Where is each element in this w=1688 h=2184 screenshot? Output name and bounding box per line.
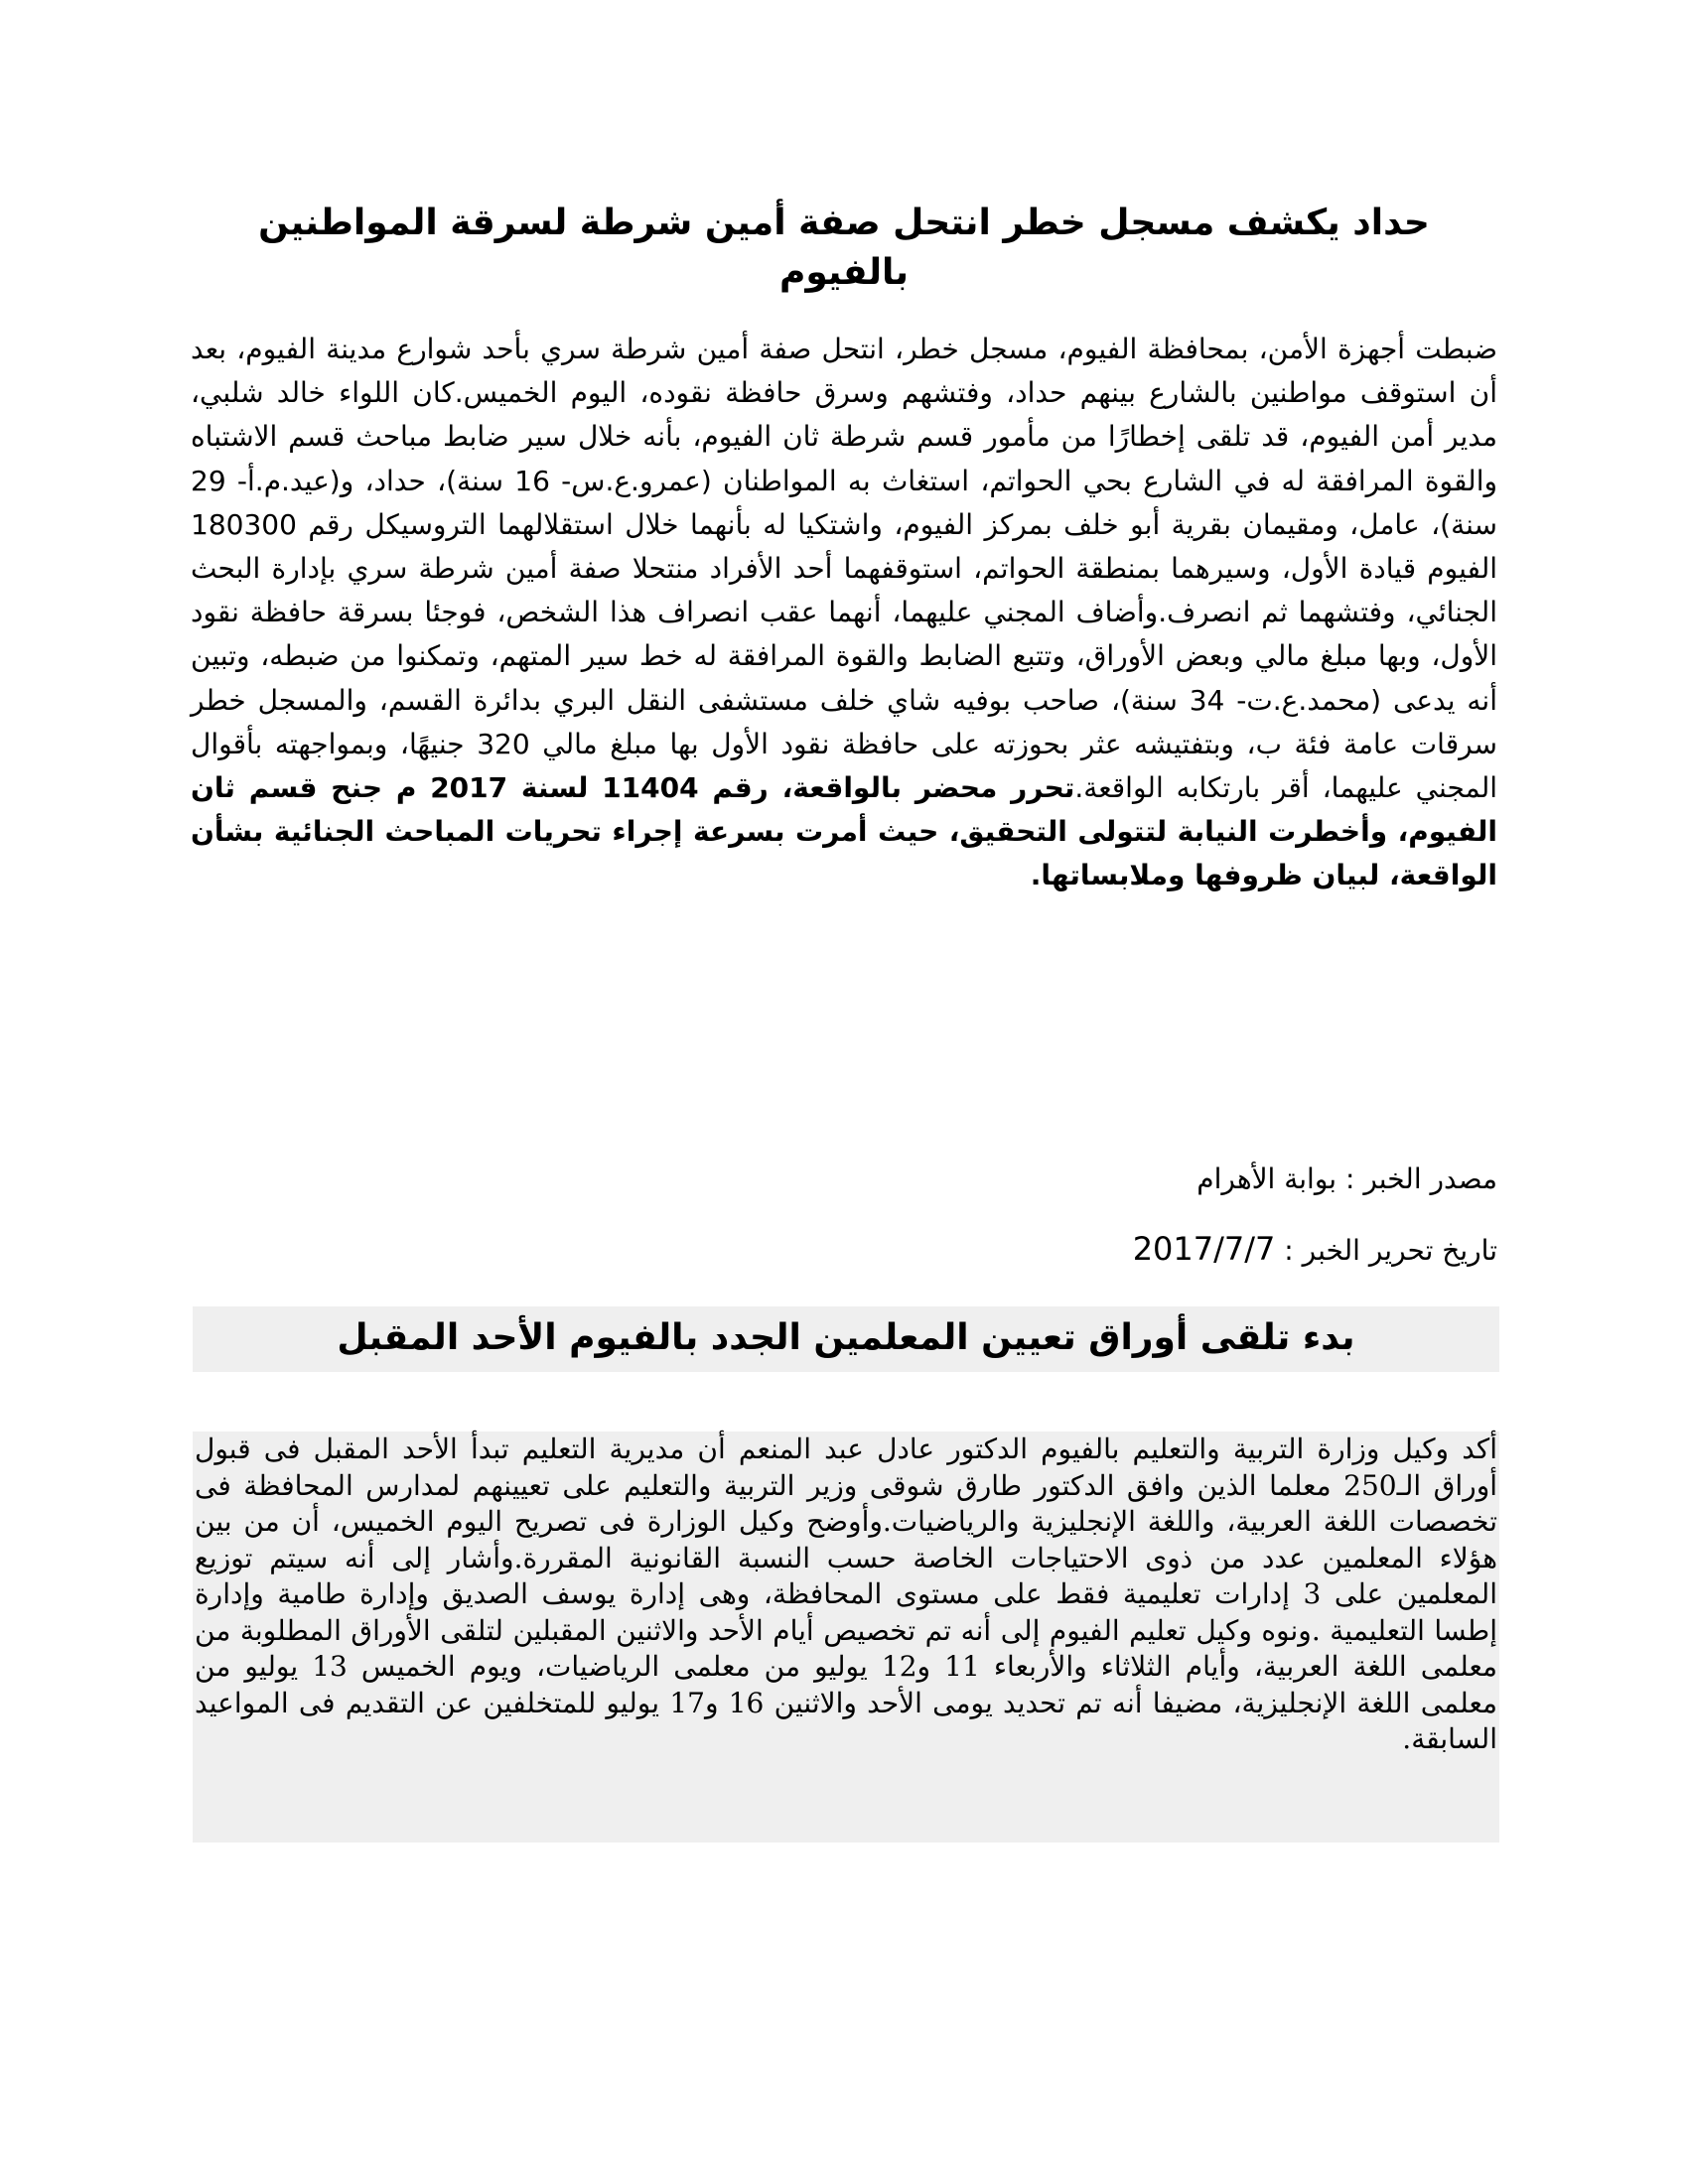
article-body <box>191 328 1497 898</box>
news-date-value: 2017/7/7 <box>1132 1230 1276 1268</box>
news-source-value: بوابة الأهرام <box>1196 1162 1337 1195</box>
news-source-line <box>1196 1160 1497 1199</box>
second-article-body: أكد وكيل وزارة التربية والتعليم بالفيوم الدكتور عادل عبد المنعم أن مديرية التعليم تبدأ الأحد المقبل فى قبول أوراق الـ250 معلما الذين وافق الدكتور طارق شوقى وزير التربية والتعليم على تعيينهم لمدارس المحافظة فى تخصصات اللغة العربية، واللغة الإنجليزية والرياضيات.وأوضح وكيل الوزارة فى تصريح اليوم الخميس، أن من بين هؤلاء المعلمين عدد من ذوى الاحتياجات الخاصة حسب النسبة القانونية المقررة.وأشار إلى أنه سيتم توزيع المعلمين على 3 إدارات تعليمية فقط على مستوى المحافظة، وهى إدارة يوسف الصديق وإدارة طامية وإدارة إطسا التعليمية .ونوه وكيل تعليم الفيوم إلى أنه تم تخصيص أيام الأحد والاثنين المقبلين لتلقى الأوراق المطلوبة من معلمى اللغة العربية، وأيام الثلاثاء والأربعاء 11 و12 يوليو من معلمى الرياضيات، ويوم الخميس 13 يوليو من معلمى اللغة الإنجليزية، مضيفا أنه تم تحديد يومى الأحد والاثنين 16 و17 يوليو للمتخلفين عن التقديم فى المواعيد السابقة. <box>193 1432 1499 1843</box>
second-article-title: بدء تلقى أوراق تعيين المعلمين الجدد بالفيوم الأحد المقبل <box>337 1317 1355 1358</box>
news-date-label: تاريخ تحرير الخبر : <box>1275 1234 1497 1267</box>
article-body-text: ضبطت أجهزة الأمن، بمحافظة الفيوم، مسجل خطر، انتحل صفة أمين شرطة سري بأحد شوارع مدينة الفيوم، بعد أن استوقف مواطنين بالشارع بينهم حداد، وفتشهم وسرق حافظة نقوده، اليوم الخميس.كان اللواء خالد شلبي، مدير أمن الفيوم، قد تلقى إخطارًا من مأمور قسم شرطة ثان الفيوم، بأنه خلال سير ضابط مباحث قسم الاشتباه والقوة المرافقة له في الشارع بحي الحواتم، استغاث به المواطنان (عمرو.ع.س- 16 سنة)، حداد، و(عيد.م.أ- 29 سنة)، عامل، ومقيمان بقرية أبو خلف بمركز الفيوم، واشتكيا له بأنهما خلال استقلالهما التروسيكل رقم 180300 الفيوم قيادة الأول، وسيرهما بمنطقة الحواتم، استوقفهما أحد الأفراد منتحلا صفة أمين شرطة سري بإدارة البحث الجنائي، وفتشهما ثم انصرف.وأضاف المجني عليهما، أنهما عقب انصراف هذا الشخص، فوجئا بسرقة حافظة نقود الأول، وبها مبلغ مالي وبعض الأوراق، وتتبع الضابط والقوة المرافقة له خط سير المتهم، وتمكنوا من ضبطه، وتبين أنه يدعى (محمد.ع.ت- 34 سنة)، صاحب بوفيه شاي خلف مستشفى النقل البري بدائرة القسم، والمسجل خطر سرقات عامة فئة ب، وبتفتيشه عثر بحوزته على حافظة نقود الأول بها مبلغ مالي 320 جنيهًا، وبمواجهته بأقوال المجني عليهما، أقر بارتكابه الواقعة. <box>191 333 1498 805</box>
article-title: حداد يكشف مسجل خطر انتحل صفة أمين شرطة لسرقة المواطنين بالفيوم <box>258 203 1430 293</box>
news-date-line <box>1133 1229 1497 1271</box>
article-body-bold-text: تحرر محضر بالواقعة، رقم 11404 لسنة 2017 م جنح قسم ثان الفيوم، وأخطرت النيابة لتتولى التحقيق، حيث أمرت بسرعة إجراء تحريات المباحث الجنائية بشأن الواقعة، لبيان ظروفها وملابساتها. <box>191 771 1497 892</box>
news-source-label: مصدر الخبر : <box>1336 1162 1497 1195</box>
